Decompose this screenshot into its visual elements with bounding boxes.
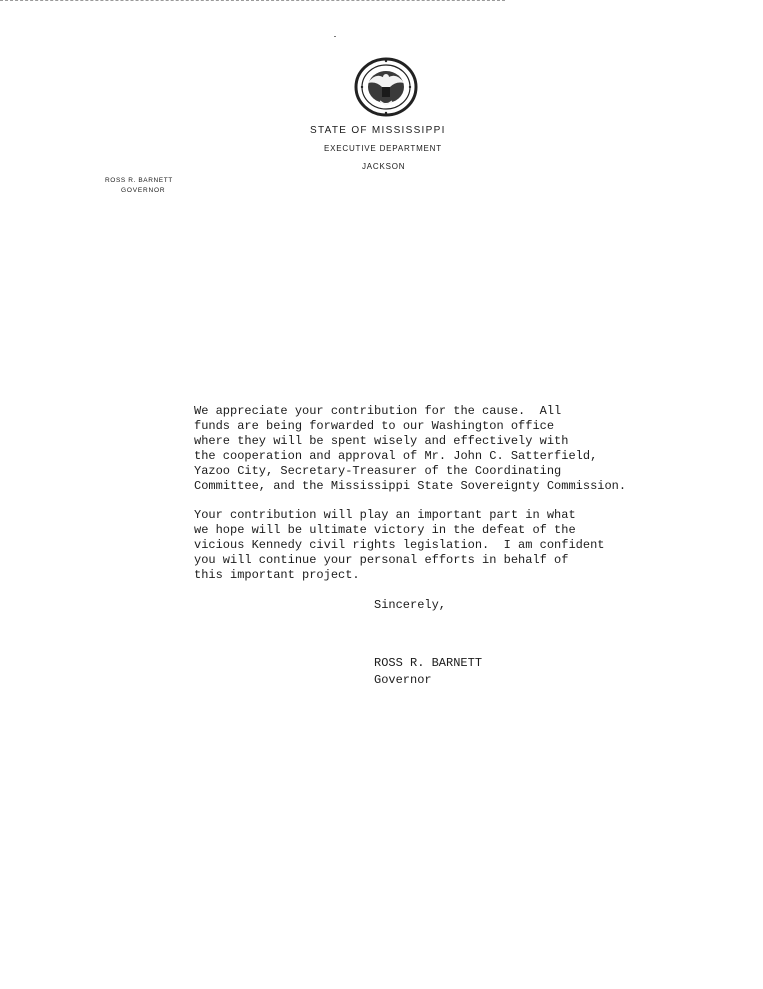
letter-paragraph-2: Your contribution will play an important part in what we hope will be ultimate victory in the defeat of the vicious Kennedy civil rights legislation. I am confident you will continue your personal efforts in behalf of this important project. <box>194 508 605 583</box>
top-dashed-rule <box>0 0 505 1</box>
letterhead-city: JACKSON <box>362 162 406 171</box>
scan-speck <box>334 36 336 37</box>
letterhead-governor-title: GOVERNOR <box>121 187 166 194</box>
closing-salutation: Sincerely, <box>374 598 447 612</box>
state-seal-icon <box>354 57 418 117</box>
letterhead-department: EXECUTIVE DEPARTMENT <box>324 144 442 153</box>
letterhead-state: STATE OF MISSISSIPPI <box>310 125 446 136</box>
signer-title: Governor <box>374 673 432 687</box>
letterhead-governor-name: ROSS R. BARNETT <box>105 177 173 184</box>
letter-body <box>194 404 664 583</box>
signer-name: ROSS R. BARNETT <box>374 656 483 670</box>
letter-paragraph-1: We appreciate your contribution for the cause. All funds are being forwarded to our Washington office where they will be spent wisely and effectively with the cooperation and approval of Mr. John C. Satterfield, Yazoo City, Secretary-Treasurer of the Coordinating Committee, and the Mississippi State Sovereignty Commission. <box>194 404 627 493</box>
